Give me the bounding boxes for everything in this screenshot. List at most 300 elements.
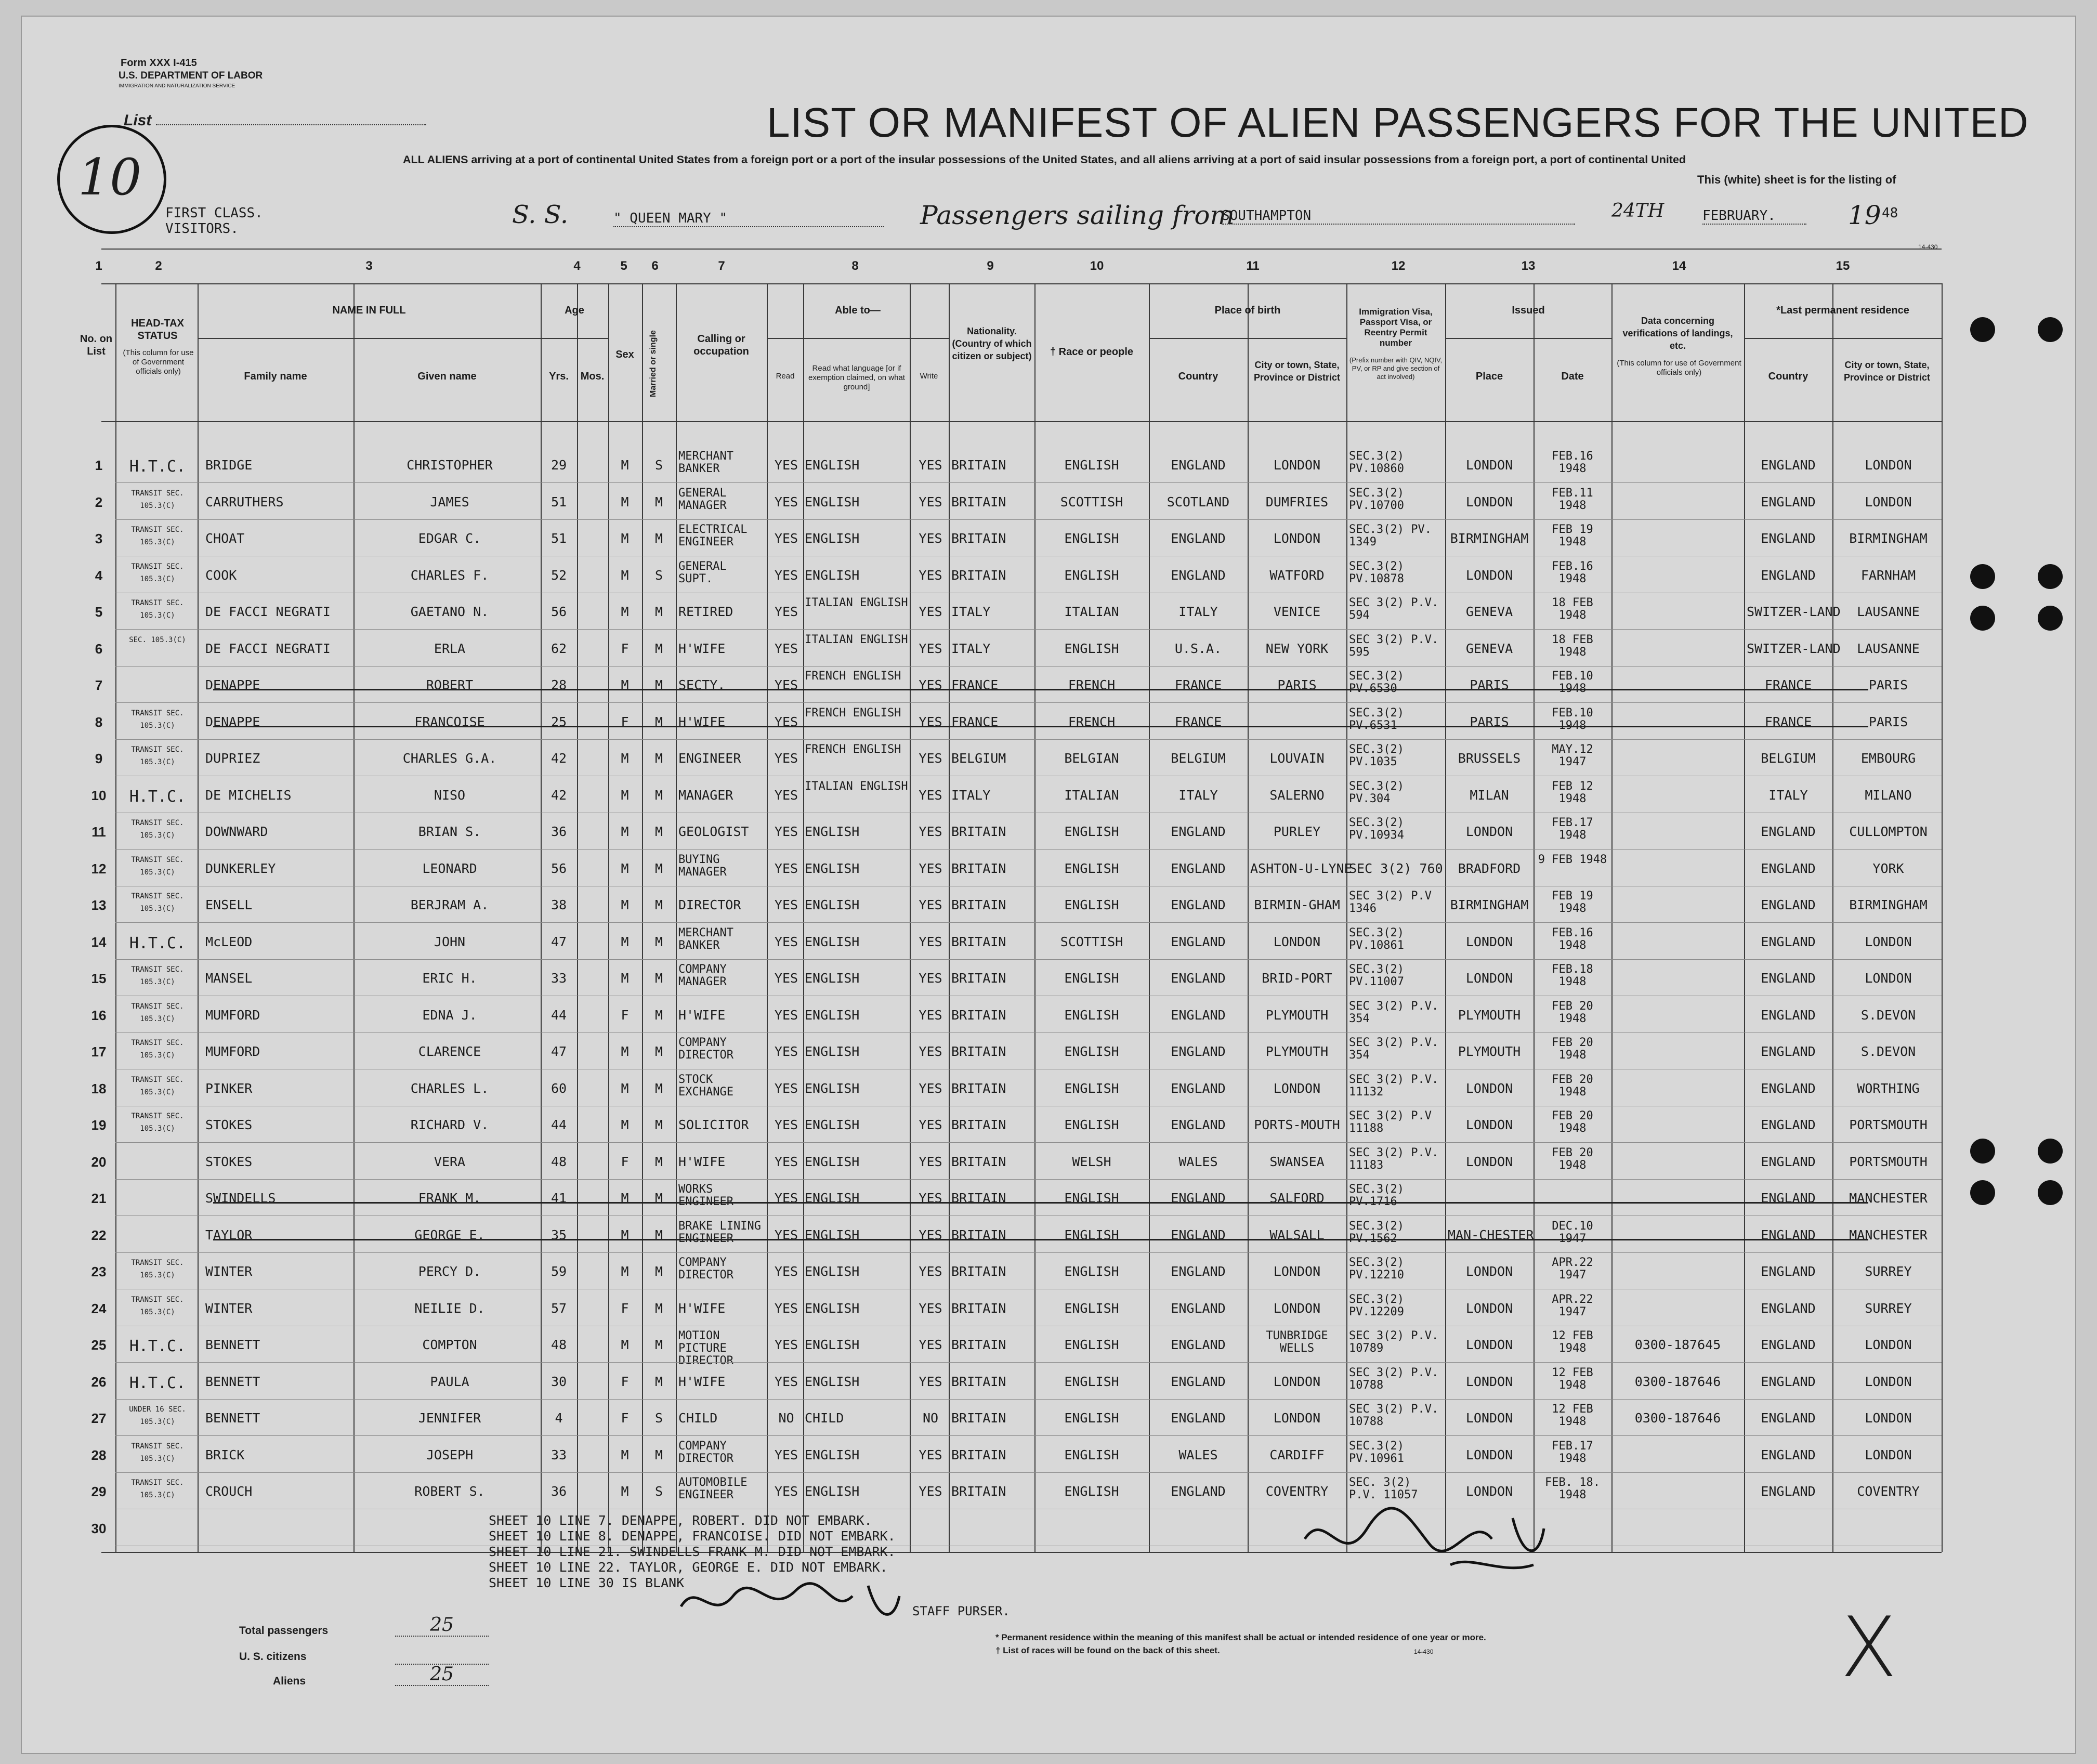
marital-status: S [654,1410,663,1426]
family-name: WINTER [205,1264,253,1279]
sex: M [621,1484,629,1499]
occupation: H'WIFE [678,641,726,656]
marital-status: M [654,1374,663,1389]
department-label: U.S. DEPARTMENT OF LABOR [119,70,263,81]
read-language: ENGLISH [805,458,860,473]
can-write: YES [919,1117,942,1132]
birth-city: BRID-PORT [1262,971,1332,986]
binder-hole [1970,606,1995,631]
race: ENGLISH [1064,1080,1119,1096]
issued-place: LONDON [1465,1300,1513,1316]
read-language: ENGLISH [805,1080,860,1096]
birth-city: PURLEY [1273,824,1321,839]
can-write: YES [919,1374,942,1389]
issued-date: FEB 20 1948 [1552,1036,1593,1062]
total-passengers-label: Total passengers [239,1625,329,1637]
age-years: 62 [551,641,567,656]
birth-country: ENGLAND [1171,1080,1226,1096]
marital-status: M [654,897,663,912]
sex: M [621,494,629,509]
residence-city: WORTHING [1857,1080,1920,1096]
birth-city: PLYMOUTH [1265,1044,1329,1059]
column-number: 8 [851,259,859,273]
header-family-name: Family name [244,371,307,382]
occupation: SOLICITOR [678,1117,749,1132]
residence-city: LONDON [1865,971,1912,986]
marital-status: M [654,934,663,949]
issued-place: LONDON [1465,824,1513,839]
issued-date: FEB 20 1948 [1552,999,1593,1025]
binder-hole [1970,317,1995,342]
head-tax-status: UNDER 16 SEC. 105.3(C) [129,1405,186,1426]
birth-city: PORTS-MOUTH [1254,1117,1340,1132]
header-no-on-list: No. on List [80,333,113,357]
can-read: YES [774,641,798,656]
read-language: ENGLISH [805,1044,860,1059]
visa-number: SEC.3(2) PV. 1349 [1349,523,1432,548]
nationality: BRITAIN [951,494,1006,509]
issued-place: LONDON [1465,971,1513,986]
nationality: BRITAIN [951,860,1006,876]
can-read: YES [774,1007,798,1023]
nationality: ITALY [951,641,991,656]
family-name: DE MICHELIS [205,787,292,803]
read-language: ENGLISH [805,1117,860,1132]
row-number: 26 [91,1374,107,1390]
birth-city: TUNBRIDGE WELLS [1266,1329,1328,1355]
row-number: 15 [91,971,107,986]
head-tax-status: TRANSIT SEC. 105.3(C) [131,1002,184,1023]
can-write: YES [919,1044,942,1059]
row-rule [115,959,1942,960]
can-write: YES [919,567,942,583]
issued-date: FEB.18 1948 [1552,963,1593,988]
header-years: Yrs. [549,371,569,382]
read-language: ENGLISH [805,934,860,949]
sex: F [621,1410,629,1426]
table-row [0,594,2097,630]
race: FRENCH [1068,677,1116,692]
head-tax-status: TRANSIT SEC. 105.3(C) [131,965,184,986]
occupation: BUYING MANAGER [678,853,727,879]
table-bottom-line [101,1552,1942,1553]
family-name: McLEOD [205,934,253,949]
table-row [0,1034,2097,1070]
footer-code: 14-430 [1414,1648,1434,1655]
birth-city: LONDON [1273,458,1321,473]
marital-status: S [654,1484,663,1499]
nationality: BRITAIN [951,1191,1006,1206]
race: WELSH [1072,1154,1111,1169]
issued-place: PLYMOUTH [1458,1044,1521,1059]
issued-date: FEB.16 1948 [1552,450,1593,475]
given-name: CHRISTOPHER [407,458,493,473]
read-language: ENGLISH [805,1227,860,1243]
can-read: YES [774,1300,798,1316]
row-rule [115,666,1942,667]
table-row [0,667,2097,703]
row-rule [115,1252,1942,1253]
ss-label: S. S. [512,200,569,229]
occupation: COMPANY DIRECTOR [678,1036,733,1062]
occupation: DIRECTOR [678,897,741,912]
header-issued-date: Date [1561,371,1584,382]
race: ENGLISH [1064,1484,1119,1499]
birth-country: ENGLAND [1171,1410,1226,1426]
issued-date: 12 FEB 1948 [1552,1403,1593,1428]
sex: F [621,1007,629,1023]
sex: M [621,458,629,473]
occupation: STOCK EXCHANGE [678,1073,733,1099]
visa-number: SEC.3(2) PV.10934 [1349,816,1404,842]
age-years: 33 [551,1447,567,1462]
birth-city: LONDON [1273,934,1321,949]
sex: M [621,1117,629,1132]
family-name: PINKER [205,1080,253,1096]
note-line: SHEET 10 LINE 30 IS BLANK [489,1575,685,1590]
head-tax-status: TRANSIT SEC. 105.3(C) [131,1259,184,1279]
read-language: ENGLISH [805,1154,860,1169]
occupation: COMPANY DIRECTOR [678,1256,733,1282]
age-years: 42 [551,787,567,803]
visa-number: SEC.3(2) PV.1035 [1349,743,1404,768]
birth-city: COVENTRY [1265,1484,1329,1499]
table-row [0,997,2097,1034]
family-name: DENAPPE [205,714,260,729]
occupation: H'WIFE [678,714,726,729]
can-write: YES [919,1447,942,1462]
nationality: BRITAIN [951,1484,1006,1499]
marital-status: M [654,860,663,876]
visa-number: SEC 3(2) P.V 11188 [1349,1109,1432,1135]
row-number: 25 [91,1337,107,1353]
total-passengers-value: 25 [395,1614,489,1637]
can-write: YES [919,531,942,546]
issued-date: FEB 19 1948 [1552,523,1593,548]
issued-place: GENEVA [1465,641,1513,656]
can-write: NO [922,1410,939,1426]
inspector-signature [1294,1497,1627,1586]
read-language: FRENCH ENGLISH [805,706,901,720]
residence-city: PARIS [1868,677,1908,692]
birth-city: WATFORD [1269,567,1325,583]
given-name: COMPTON [422,1337,477,1352]
nationality: BRITAIN [951,897,1006,912]
marital-status: S [654,458,663,473]
issued-date: 9 FEB 1948 [1538,853,1607,866]
can-write: YES [919,860,942,876]
row-number: 5 [95,604,103,620]
nationality: BRITAIN [951,1264,1006,1279]
landing-verification: 0300-187646 [1634,1374,1721,1389]
residence-country: ENGLAND [1761,458,1816,473]
row-number: 13 [91,897,107,913]
cross-mark: X [1840,1599,1897,1696]
row-number: 4 [95,567,103,583]
issued-date: FEB.11 1948 [1552,486,1593,512]
age-years: 52 [551,567,567,583]
residence-country: ITALY [1768,787,1808,803]
table-row [0,1364,2097,1400]
age-years: 29 [551,458,567,473]
marital-status: M [654,1117,663,1132]
year-prefix: 19 [1848,200,1881,230]
race: ENGLISH [1064,860,1119,876]
given-name: VERA [434,1154,466,1169]
sex: F [621,1300,629,1316]
birth-country: SCOTLAND [1167,494,1230,509]
birth-country: ENGLAND [1171,458,1226,473]
birth-city: SWANSEA [1269,1154,1325,1169]
row-rule [115,1142,1942,1143]
sex: M [621,824,629,839]
marital-status: M [654,971,663,986]
marital-status: M [654,1191,663,1206]
occupation: GEOLOGIST [678,824,749,839]
header-group-line [541,338,608,339]
sex: M [621,567,629,583]
can-write: YES [919,897,942,912]
header-read-language: Read what language [or if exemption claimed, on what ground] [808,364,905,391]
issued-date: FEB 12 1948 [1552,779,1593,805]
head-tax-status: H.T.C. [129,787,186,806]
given-name: FRANCOISE [414,714,485,729]
residence-city: LONDON [1865,458,1912,473]
birth-country: ENGLAND [1171,1337,1226,1352]
issued-place: BIRMINGHAM [1450,897,1529,912]
head-tax-status: H.T.C. [129,1374,186,1392]
table-row [0,704,2097,740]
sex: M [621,971,629,986]
birth-city: DUMFRIES [1265,494,1329,509]
row-rule [115,519,1942,520]
birth-country: ENGLAND [1171,531,1226,546]
column-number: 4 [573,259,581,273]
can-read: YES [774,677,798,692]
row-number: 1 [95,458,103,473]
nationality: BRITAIN [951,1227,1006,1243]
age-years: 44 [551,1007,567,1023]
family-name: BRIDGE [205,458,253,473]
given-name: JENNIFER [418,1410,481,1426]
age-years: 47 [551,1044,567,1059]
sex: M [621,934,629,949]
residence-country: FRANCE [1764,677,1812,692]
sex: M [621,1044,629,1059]
row-rule [115,1435,1942,1436]
occupation: MERCHANT BANKER [678,450,733,475]
age-years: 47 [551,934,567,949]
given-name: EDNA J. [422,1007,477,1023]
header-head-tax: HEAD-TAX STATUS [131,318,184,342]
can-read: YES [774,604,798,619]
header-group-line [1744,338,1942,339]
residence-city: LONDON [1865,1337,1912,1352]
occupation: RETIRED [678,604,733,619]
birth-country: ENGLAND [1171,934,1226,949]
birth-city: LONDON [1273,1374,1321,1389]
birth-city: PLYMOUTH [1265,1007,1329,1023]
table-row [0,1437,2097,1473]
visa-number: SEC.3(2) PV.10961 [1349,1439,1404,1465]
read-language: FRENCH ENGLISH [805,743,901,756]
family-name: STOKES [205,1117,253,1132]
age-years: 51 [551,531,567,546]
column-number: 2 [155,259,162,273]
can-read: YES [774,751,798,766]
residence-country: ENGLAND [1761,1374,1816,1389]
head-tax-status: TRANSIT SEC. 105.3(C) [131,746,184,766]
visa-number: SEC.3(2) PV.10861 [1349,926,1404,952]
can-read: YES [774,458,798,473]
age-years: 36 [551,824,567,839]
head-tax-status: TRANSIT SEC. 105.3(C) [131,1479,184,1499]
residence-city: PORTSMOUTH [1849,1117,1928,1132]
issued-place: LONDON [1465,494,1513,509]
row-number: 29 [91,1484,107,1499]
residence-country: ENGLAND [1761,1117,1816,1132]
issued-place: BIRMINGHAM [1450,531,1529,546]
given-name: RICHARD V. [410,1117,489,1132]
nationality: BRITAIN [951,1374,1006,1389]
header-residence-city: City or town, State, Province or District [1843,360,1931,383]
note-line: SHEET 10 LINE 22. TAYLOR, GEORGE E. DID NOT EMBARK. [489,1560,888,1575]
can-read: YES [774,567,798,583]
occupation: GENERAL MANAGER [678,486,727,512]
can-read: YES [774,714,798,729]
visa-number: SEC.3(2) PV.6531 [1349,706,1404,732]
birth-city: NEW YORK [1265,641,1329,656]
binder-hole [1970,1139,1995,1164]
nationality: ITALY [951,604,991,619]
birth-city: LONDON [1273,1410,1321,1426]
race: ENGLISH [1064,531,1119,546]
can-read: YES [774,1154,798,1169]
family-name: ENSELL [205,897,253,912]
issued-place: LONDON [1465,1337,1513,1352]
header-birth-country: Country [1178,371,1218,382]
age-years: 51 [551,494,567,509]
column-number: 1 [95,259,102,273]
race: ENGLISH [1064,458,1119,473]
visa-number: SEC.3(2) PV.12210 [1349,1256,1404,1282]
issued-date: FEB.17 1948 [1552,816,1593,842]
given-name: BRIAN S. [418,824,481,839]
residence-city: LONDON [1865,1374,1912,1389]
race: ENGLISH [1064,1264,1119,1279]
residence-country: ENGLAND [1761,860,1816,876]
birth-city: CARDIFF [1269,1447,1325,1462]
occupation: ELECTRICAL ENGINEER [678,523,748,548]
binder-hole [2038,1180,2063,1205]
given-name: PAULA [430,1374,469,1389]
sex: M [621,1337,629,1352]
visa-number: SEC.3(2) PV.10700 [1349,486,1404,512]
birth-country: ITALY [1178,787,1218,803]
marital-status: M [654,751,663,766]
issued-date: 18 FEB 1948 [1552,633,1593,659]
race: ENGLISH [1064,1337,1119,1352]
age-years: 41 [551,1191,567,1206]
footnote-races: † List of races will be found on the back of this sheet. [995,1645,1220,1655]
issued-date: FEB.10 1948 [1552,706,1593,732]
residence-country: SWITZER-LAND [1747,641,1841,656]
marital-status: M [654,1447,663,1462]
residence-country: ENGLAND [1761,1447,1816,1462]
head-tax-status: H.T.C. [129,1337,186,1355]
binder-hole [1970,1180,1995,1205]
header-visa: Immigration Visa, Passport Visa, or Reentry Permit number [1359,307,1433,348]
issued-place: LONDON [1465,1484,1513,1499]
marital-status: M [654,1227,663,1243]
sex: M [621,604,629,619]
nationality: BRITAIN [951,1447,1006,1462]
can-read: YES [774,494,798,509]
marital-status: M [654,714,663,729]
family-name: DUPRIEZ [205,751,260,766]
binder-hole [2038,1139,2063,1164]
age-years: 35 [551,1227,567,1243]
head-tax-status: TRANSIT SEC. 105.3(C) [131,819,184,840]
can-write: YES [919,604,942,619]
birth-country: WALES [1178,1154,1218,1169]
residence-city: LONDON [1865,494,1912,509]
residence-country: BELGIUM [1761,751,1816,766]
given-name: NISO [434,787,466,803]
birth-country: ENGLAND [1171,1191,1226,1206]
column-number: 10 [1090,259,1104,273]
read-language: ENGLISH [805,1191,860,1206]
residence-city: CULLOMPTON [1849,824,1928,839]
birth-country: ENGLAND [1171,1374,1226,1389]
family-name: BENNETT [205,1337,260,1352]
sailing-day: 24TH [1611,200,1665,221]
binder-hole [2038,606,2063,631]
header-group-line [198,338,541,339]
row-number: 27 [91,1410,107,1426]
residence-country: ENGLAND [1761,1300,1816,1316]
read-language: FRENCH ENGLISH [805,670,901,683]
nationality: BRITAIN [951,1007,1006,1023]
can-write: YES [919,458,942,473]
family-name: MANSEL [205,971,253,986]
birth-city: SALERNO [1269,787,1325,803]
row-rule [115,849,1942,850]
issued-date: 12 FEB 1948 [1552,1366,1593,1392]
nationality: FRANCE [951,714,999,729]
race: ENGLISH [1064,824,1119,839]
residence-city: BIRMINGHAM [1849,897,1928,912]
sex: M [621,1080,629,1096]
given-name: GEORGE E. [414,1227,485,1243]
can-read: YES [774,897,798,912]
visa-number: SEC 3(2) P.V. 10789 [1349,1329,1439,1355]
age-years: 57 [551,1300,567,1316]
can-write: YES [919,824,942,839]
column-number: 7 [718,259,725,273]
can-write: YES [919,1007,942,1023]
nationality: BRITAIN [951,1337,1006,1352]
visa-number: SEC 3(2) P.V. 595 [1349,633,1439,659]
table-row [0,924,2097,960]
family-name: DE FACCI NEGRATI [205,604,331,619]
race: ENGLISH [1064,641,1119,656]
age-years: 48 [551,1337,567,1352]
header-issued: Issued [1512,305,1545,316]
corner-code: 14-430 [1918,243,1938,251]
row-number: 20 [91,1154,107,1170]
read-language: ENGLISH [805,494,860,509]
